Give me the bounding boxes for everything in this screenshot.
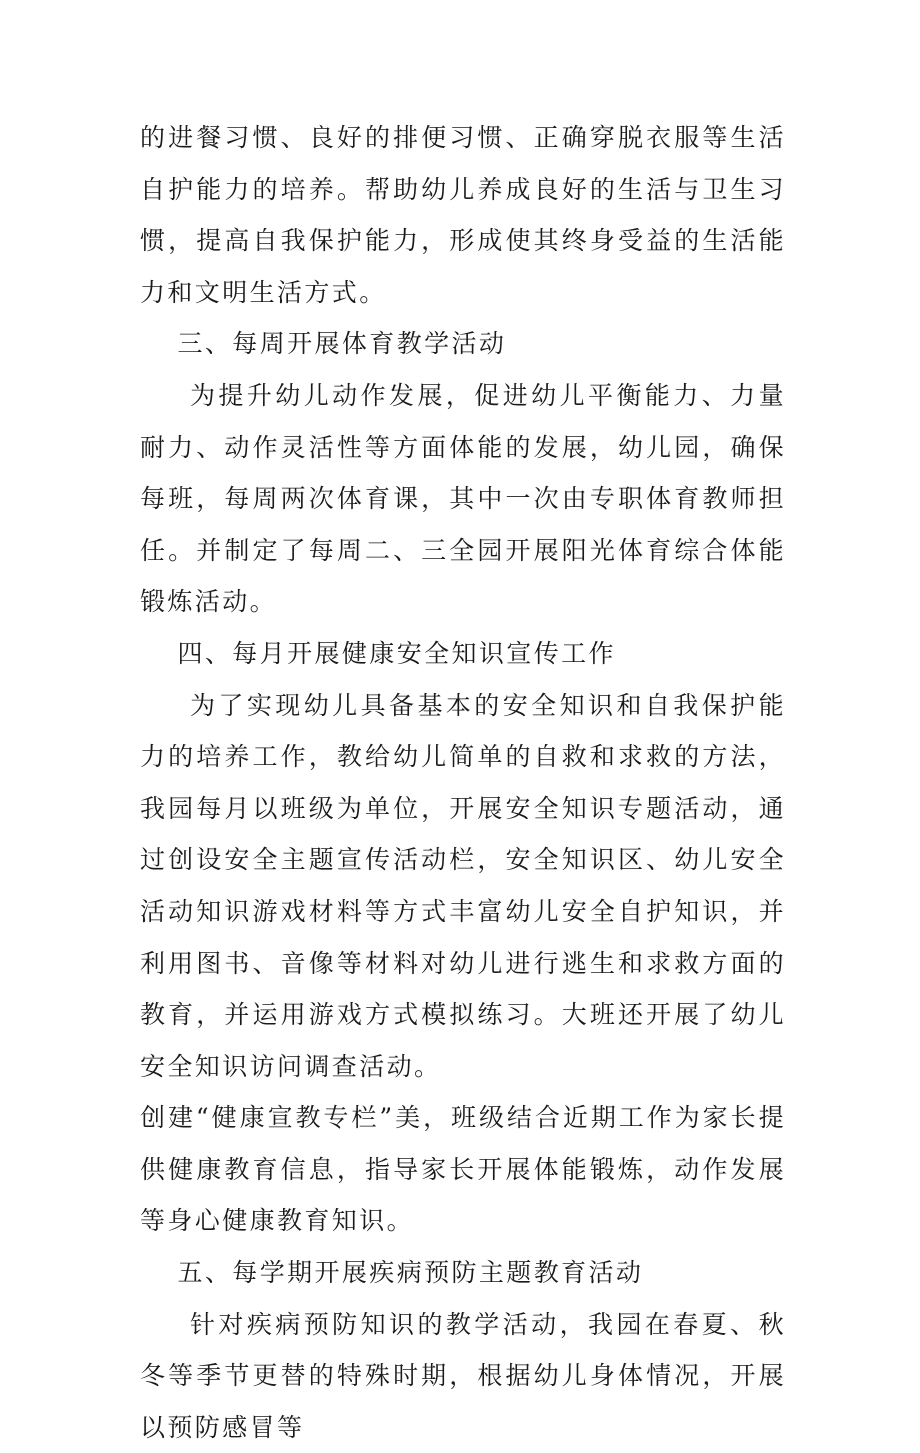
paragraph-health-column: 创建“健康宣教专栏”美，班级结合近期工作为家长提供健康教育信息，指导家长开展体能锻炼，动作发展等身心健康教育知识。 — [140, 1103, 786, 1236]
paragraph-self-care: 的进餐习惯、良好的排便习惯、正确穿脱衣服等生活自护能力的培养。帮助幼儿养成良好的生活与卫生习惯，提高自我保护能力，形成使其终身受益的生活能力和文明生活方式。 — [140, 123, 786, 307]
paragraph-sports: 为提升幼儿动作发展，促进幼儿平衡能力、力量耐力、动作灵活性等方面体能的发展，幼儿园，确保每班，每周两次体育课，其中一次由专职体育教师担任。并制定了每周二、三全园开展阳光体育综合体能锻炼活动。 — [140, 380, 786, 617]
section-heading-5: 五、每学期开展疾病预防主题教育活动 — [177, 1258, 644, 1288]
document-body — [140, 112, 786, 1453]
paragraph-safety: 为了实现幼儿具备基本的安全知识和自我保护能力的培养工作，教给幼儿简单的自救和求救的方法，我园每月以班级为单位，开展安全知识专题活动，通过创设安全主题宣传活动栏，安全知识区、幼儿安全活动知识游戏材料等方式丰富幼儿安全自护知识，并利用图书、音像等材料对幼儿进行逃生和求救方面的教育，并运用游戏方式模拟练习。大班还开展了幼儿安全知识访问调查活动。 — [140, 690, 786, 1081]
section-heading-4: 四、每月开展健康安全知识宣传工作 — [177, 638, 616, 668]
section-heading-3: 三、每周开展体育教学活动 — [177, 329, 507, 359]
paragraph-disease-prevention: 针对疾病预防知识的教学活动，我园在春夏、秋冬等季节更替的特殊时期，根据幼儿身体情况，开展以预防感冒等 — [140, 1309, 786, 1442]
